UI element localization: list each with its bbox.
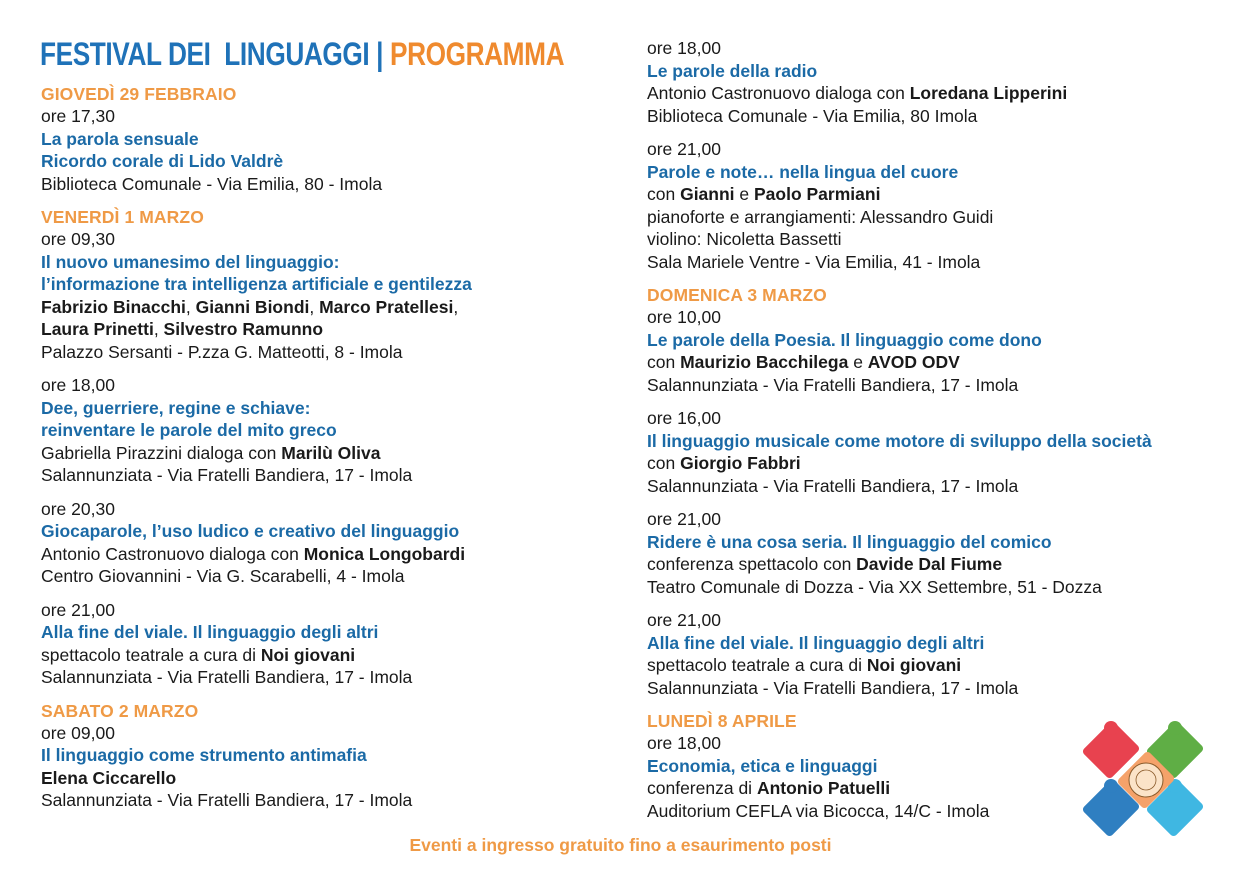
event-guest-name: Silvestro Ramunno: [163, 319, 324, 339]
event-venue: Salannunziata - Via Fratelli Bandiera, 17 - Imola: [41, 465, 413, 485]
event-description-text: conferenza spettacolo con: [647, 554, 857, 574]
event-description-text: con: [647, 352, 681, 372]
event-description: [647, 553, 1227, 576]
event-title: Le parole della radio: [647, 60, 818, 81]
puzzle-knob: [1104, 779, 1118, 793]
event-description-text: Antonio Castronuovo dialoga con: [647, 83, 910, 103]
event-guest-name: Marilù Oliva: [281, 442, 381, 463]
event-description-text: con: [647, 453, 681, 473]
event-guest-name: Gianni: [680, 184, 735, 204]
event: [647, 508, 1227, 598]
event-title: Il linguaggio musicale come motore di sviluppo della società: [647, 430, 1152, 451]
event-description: [41, 442, 621, 465]
event-guest-name: Maurizio Bacchilega: [680, 352, 849, 372]
event: [647, 306, 1227, 396]
event-title: Ridere è una cosa seria. Il linguaggio del comico: [647, 531, 1052, 552]
event-time: ore 20,30: [41, 498, 115, 519]
event-title: l’informazione tra intelligenza artificiale e gentilezza: [41, 274, 472, 294]
event-description: [647, 206, 1227, 229]
event-time: ore 10,00: [647, 307, 721, 327]
event: [647, 407, 1227, 497]
event-title: Dee, guerriere, regine e schiave:: [41, 397, 311, 418]
event-time: ore 18,00: [647, 733, 721, 753]
event: [647, 609, 1227, 699]
event-guest-name: Gianni Biondi: [195, 296, 310, 317]
event-title: Economia, etica e linguaggi: [647, 755, 878, 776]
day-heading: SABATO 2 MARZO: [41, 700, 199, 721]
event-description-text: ,: [185, 296, 196, 317]
day-section: [41, 700, 621, 812]
day-section: [647, 284, 1227, 699]
event-time: ore 18,00: [647, 38, 721, 58]
event-description: [41, 318, 621, 341]
event-description-text: spettacolo teatrale a cura di: [647, 655, 867, 675]
event-description-text: conferenza di: [647, 778, 757, 798]
event-description: [41, 296, 621, 319]
day-heading: LUNEDÌ 8 APRILE: [647, 711, 797, 731]
event-title: Ricordo corale di Lido Valdrè: [41, 151, 284, 171]
event: [41, 374, 621, 487]
event-description: [647, 452, 1227, 475]
event-guest-name: Noi giovani: [260, 644, 356, 665]
title-programma: PROGRAMMA: [389, 36, 565, 72]
event: [41, 228, 621, 363]
event-venue: Palazzo Sersanti - P.zza G. Matteotti, 8 - Imola: [41, 341, 403, 362]
puzzle-logo-icon: [1075, 720, 1217, 840]
event-description-text: ,: [309, 296, 320, 317]
event-title: Alla fine del viale. Il linguaggio degli altri: [41, 622, 379, 642]
event-description-text: con: [647, 184, 681, 204]
title-festival: FESTIVAL DEI LINGUAGGI: [40, 36, 370, 72]
event-description-text: ,: [153, 319, 164, 339]
event-venue: Sala Mariele Ventre - Via Emilia, 41 - Imola: [647, 251, 981, 272]
day-section: [647, 37, 1227, 273]
event-title: reinventare le parole del mito greco: [41, 420, 337, 440]
event-description: [647, 82, 1227, 105]
event-title: Parole e note… nella lingua del cuore: [647, 161, 959, 182]
event-venue: Salannunziata - Via Fratelli Bandiera, 17 - Imola: [41, 667, 413, 687]
event-guest-name: AVOD ODV: [867, 352, 960, 372]
event-description-text: Antonio Castronuovo dialoga con: [41, 543, 304, 564]
event-time: ore 21,00: [647, 610, 721, 630]
event: [647, 37, 1227, 127]
event-description: [41, 767, 621, 790]
event-description-text: violino: Nicoletta Bassetti: [647, 229, 842, 249]
day-heading: DOMENICA 3 MARZO: [647, 285, 827, 305]
event-venue: Salannunziata - Via Fratelli Bandiera, 17 - Imola: [647, 374, 1019, 395]
event-time: ore 17,30: [41, 106, 115, 126]
event-guest-name: Fabrizio Binacchi: [41, 296, 186, 317]
event-description-text: pianoforte e arrangiamenti: Alessandro Guidi: [647, 206, 994, 227]
event-guest-name: Monica Longobardi: [303, 543, 466, 564]
event-time: ore 21,00: [41, 599, 115, 620]
event: [41, 105, 621, 195]
event-description: [647, 228, 1227, 251]
day-section: [41, 206, 621, 689]
event-guest-name: Paolo Parmiani: [754, 184, 881, 204]
title-separator: |: [369, 36, 390, 72]
event-venue: Auditorium CEFLA via Bicocca, 14/C - Imola: [647, 800, 990, 821]
event-venue: Biblioteca Comunale - Via Emilia, 80 - Imola: [41, 173, 383, 194]
event-guest-name: Davide Dal Fiume: [856, 554, 1003, 574]
event-description: [647, 654, 1227, 677]
event-guest-name: Giorgio Fabbri: [680, 453, 801, 473]
footer-note: Eventi a ingresso gratuito fino a esaurimento posti: [409, 835, 832, 855]
event-time: ore 16,00: [647, 408, 721, 428]
event-guest-name: Elena Ciccarello: [41, 767, 177, 788]
event-title: La parola sensuale: [41, 128, 199, 149]
page-title: [40, 36, 564, 74]
event-title: Alla fine del viale. Il linguaggio degli altri: [647, 632, 985, 653]
event-time: ore 21,00: [647, 509, 721, 529]
event-venue: Biblioteca Comunale - Via Emilia, 80 Imola: [647, 105, 978, 126]
program-column-left: [41, 83, 621, 823]
event-venue: Salannunziata - Via Fratelli Bandiera, 17 - Imola: [647, 677, 1019, 698]
university-seal: [1129, 763, 1163, 797]
event-title: Il linguaggio come strumento antimafia: [41, 745, 367, 765]
event-guest-name: Antonio Patuelli: [756, 778, 891, 798]
puzzle-knob: [1104, 721, 1118, 735]
event-venue: Centro Giovannini - Via G. Scarabelli, 4 - Imola: [41, 566, 405, 586]
event-venue: Salannunziata - Via Fratelli Bandiera, 17 - Imola: [647, 475, 1019, 496]
event-title: Le parole della Poesia. Il linguaggio come dono: [647, 329, 1042, 350]
event-time: ore 18,00: [41, 375, 115, 395]
day-heading: VENERDÌ 1 MARZO: [41, 207, 204, 227]
event-time: ore 21,00: [647, 139, 721, 159]
event-guest-name: Noi giovani: [866, 655, 962, 675]
puzzle-knob: [1168, 721, 1182, 735]
event-venue: Salannunziata - Via Fratelli Bandiera, 17 - Imola: [41, 790, 413, 810]
event: [41, 722, 621, 812]
event-guest-name: Laura Prinetti: [41, 319, 154, 339]
event-title: Il nuovo umanesimo del linguaggio:: [41, 251, 340, 272]
event-time: ore 09,30: [41, 229, 115, 249]
event-time: ore 09,00: [41, 722, 115, 743]
event-description-text: Gabriella Pirazzini dialoga con: [41, 442, 282, 463]
event: [41, 599, 621, 689]
event-description: [647, 183, 1227, 206]
event-title: Giocaparole, l’uso ludico e creativo del linguaggio: [41, 521, 460, 541]
event-description: [647, 351, 1227, 374]
event: [647, 138, 1227, 273]
event-venue: Teatro Comunale di Dozza - Via XX Settembre, 51 - Dozza: [647, 576, 1102, 597]
event-description-text: ,: [453, 296, 459, 317]
event: [41, 498, 621, 588]
event-guest-name: Marco Pratellesi: [319, 296, 454, 317]
event-description-text: e: [848, 352, 868, 372]
event-description: [41, 644, 621, 667]
event-guest-name: Loredana Lipperini: [909, 83, 1068, 103]
event-description-text: e: [734, 184, 754, 204]
program-column-right: [647, 37, 1227, 833]
event-description: [41, 543, 621, 566]
event-description-text: spettacolo teatrale a cura di: [41, 644, 261, 665]
day-heading: GIOVEDÌ 29 FEBBRAIO: [41, 84, 237, 104]
day-section: [41, 83, 621, 195]
